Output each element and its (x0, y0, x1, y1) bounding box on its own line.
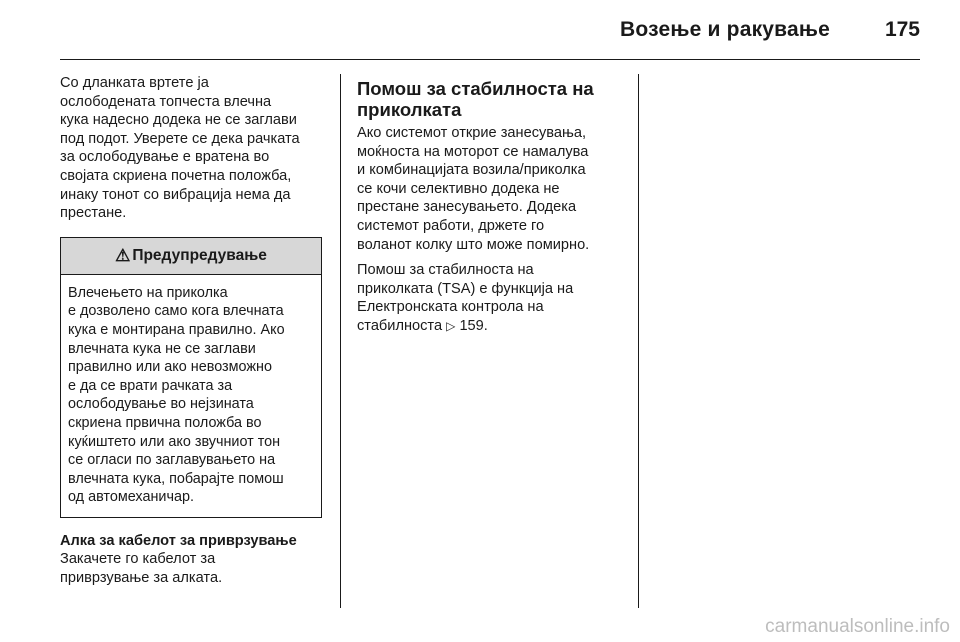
subsection-paragraph (60, 550, 322, 587)
page-reference-link[interactable]: 159. (459, 317, 488, 334)
text-line: Влечењето на приколка (68, 284, 228, 301)
page-reference-arrow-icon: ▷ (446, 318, 456, 333)
warning-header (61, 238, 321, 275)
warning-triangle-icon: ⚠ (115, 245, 131, 265)
text-line: ослободување во нејзината (68, 396, 254, 413)
text-line: Со дланката вртете ја (60, 75, 209, 91)
text-line: стабилноста (357, 317, 443, 334)
text-line: влечната кука не се заглави (68, 340, 256, 357)
column-divider (638, 74, 639, 608)
subsection-heading: Алка за кабелот за приврзување (60, 532, 297, 549)
text-line: воланот колку што може помирно. (357, 236, 590, 253)
page-title: Возење и ракување (620, 18, 830, 41)
text-line: влечната кука, побарајте помош (68, 470, 284, 487)
text-line: својата скриена почетна положба, (60, 167, 292, 184)
text-line: Помош за стабилноста на (357, 262, 534, 279)
tsa-paragraph (357, 124, 625, 254)
text-line: Електронската контрола на (357, 299, 544, 316)
text-line: под подот. Уверете се дека рачката (60, 130, 300, 147)
heading-line: Помош за стабилноста на (357, 78, 594, 99)
text-line: и комбинацијата возила/приколка (357, 162, 586, 179)
text-line: е дозволено само кога влечната (68, 303, 284, 320)
column-divider (340, 74, 341, 608)
header-divider (60, 59, 920, 60)
text-line: се огласи по заглавувањето на (68, 452, 276, 469)
watermark: carmanualsonline.info (765, 616, 950, 637)
text-line: системот работи, држете го (357, 217, 545, 234)
text-line: Закачете го кабелот за (60, 551, 216, 568)
text-line: кука надесно додека не се заглави (60, 112, 297, 129)
heading-line: приколката (357, 99, 462, 120)
intro-paragraph (60, 74, 322, 223)
text-line: скриена првична положба во (68, 414, 262, 431)
page-number: 175 (884, 18, 920, 41)
warning-title: Предупредување (132, 246, 267, 264)
text-line: ослободената топчеста влечна (60, 93, 272, 110)
warning-body (61, 275, 321, 517)
text-line: од автомеханичар. (68, 489, 194, 506)
text-line: приврзување за алката. (60, 570, 223, 587)
text-line: инаку тонот со вибрација нема да (60, 186, 291, 203)
text-line: се кочи селективно додека не (357, 180, 560, 197)
text-line: престане занесувањето. Додека (357, 199, 577, 216)
text-line: правилно или ако невозможно (68, 359, 272, 376)
text-line: моќноста на моторот се намалува (357, 143, 589, 160)
middle-column (357, 78, 625, 336)
text-line: куќиштето или ако звучниот тон (68, 433, 281, 450)
text-line: кука е монтирана правилно. Ако (68, 321, 285, 338)
section-heading (357, 78, 625, 120)
tsa-definition-paragraph (357, 261, 625, 335)
text-line: престане. (60, 205, 127, 222)
text-line: за ослободување е вратена во (60, 149, 270, 166)
left-column (60, 74, 322, 588)
text-line: е да се врати рачката за (68, 377, 233, 394)
text-line: Ако системот открие занесувања, (357, 125, 587, 141)
text-line: приколката (TSA) е функција на (357, 280, 574, 297)
warning-box (60, 237, 322, 518)
